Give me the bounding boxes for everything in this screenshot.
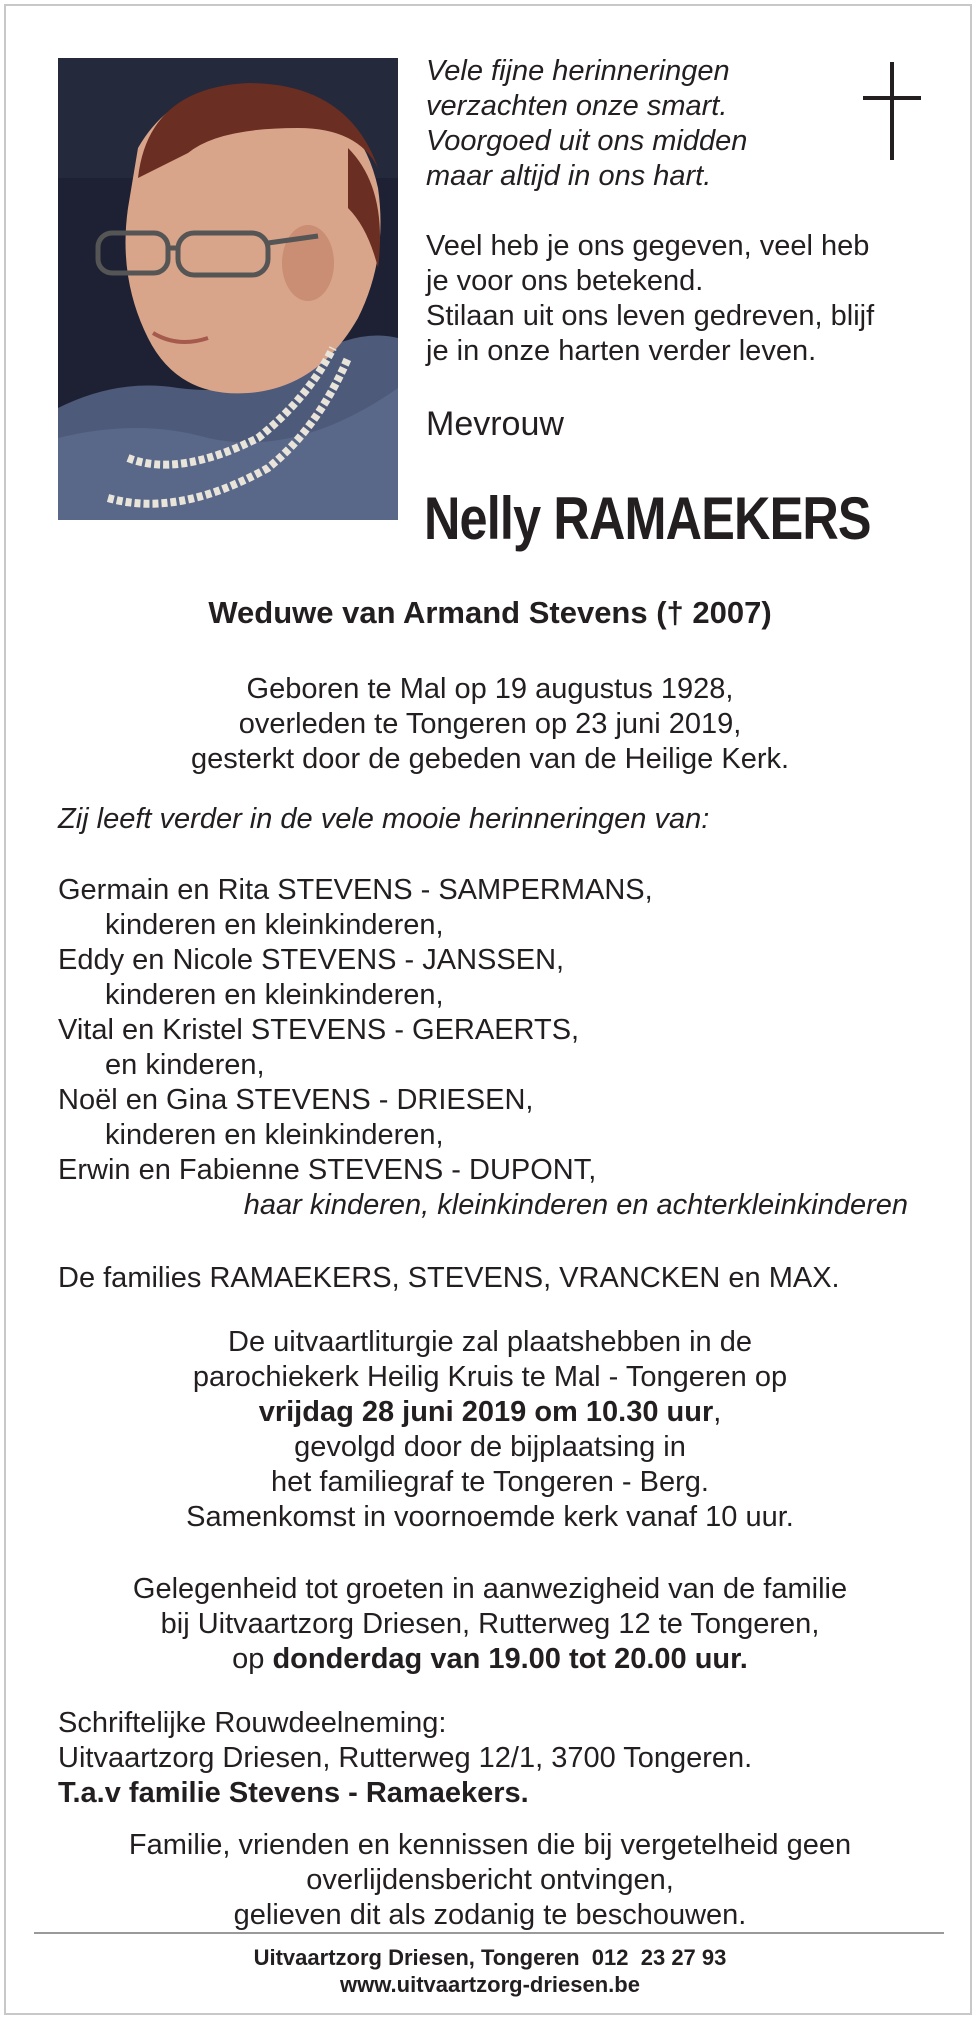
poem-regular <box>426 229 874 369</box>
condolence-block <box>58 1706 752 1811</box>
lives-on-intro: Zij leeft verder in de vele mooie herinneringen van: <box>58 803 710 835</box>
funeral-date: vrijdag 28 juni 2019 om 10.30 uur <box>258 1396 714 1428</box>
poem-line: Veel heb je ons gegeven, veel heb <box>426 230 870 262</box>
deceased-name: Nelly RAMAEKERS <box>424 485 871 552</box>
footer-company: Uitvaartzorg Driesen, Tongeren 012 23 27 93 <box>253 1945 727 1970</box>
poem-line: maar altijd in ons hart. <box>426 160 712 192</box>
poem-line: Stilaan uit ons leven gedreven, blijf <box>426 300 875 332</box>
family-descendants: en kinderen, <box>105 1049 265 1081</box>
poem-line: Vele fijne herinneringen <box>426 55 730 87</box>
portrait-photo <box>58 58 398 520</box>
funeral-date-line: vrijdag 28 juni 2019 om 10.30 uur, <box>258 1396 722 1428</box>
visitation-block <box>0 1572 980 1677</box>
poem-line: Voorgoed uit ons midden <box>426 125 748 157</box>
poem-line: je voor ons betekend. <box>426 265 704 297</box>
condolence-address: Uitvaartzorg Driesen, Rutterweg 12/1, 3700 Tongeren. <box>58 1742 753 1774</box>
footer-divider <box>34 1932 944 1934</box>
poem-italic <box>426 54 747 194</box>
family-list <box>58 873 938 1223</box>
family-couple: Germain en Rita STEVENS - SAMPERMANS, <box>58 874 653 906</box>
family-couple: Eddy en Nicole STEVENS - JANSSEN, <box>58 944 565 976</box>
funeral-line: De uitvaartliturgie zal plaatshebben in de <box>228 1326 752 1358</box>
visit-time: donderdag van 19.00 tot 20.00 uur. <box>272 1643 748 1675</box>
family-couple: Noël en Gina STEVENS - DRIESEN, <box>58 1084 534 1116</box>
birth-death-block <box>0 672 980 777</box>
poem-line: je in onze harten verder leven. <box>426 335 817 367</box>
family-descendants: kinderen en kleinkinderen, <box>105 979 444 1011</box>
honorific: Mevrouw <box>426 405 564 443</box>
birth-line: Geboren te Mal op 19 augustus 1928, <box>246 673 734 705</box>
visit-line: Gelegenheid tot groeten in aanwezigheid van de familie <box>132 1573 848 1605</box>
sacrament-line: gesterkt door de gebeden van de Heilige Kerk. <box>190 743 790 775</box>
funeral-line: het familiegraf te Tongeren - Berg. <box>271 1466 709 1498</box>
latin-cross-icon <box>863 62 921 160</box>
death-line: overleden te Tongeren op 23 juni 2019, <box>238 708 742 740</box>
widow-line: Weduwe van Armand Stevens († 2007) <box>208 595 772 630</box>
poem-line: verzachten onze smart. <box>426 90 728 122</box>
footer <box>0 1944 980 1998</box>
family-closing: haar kinderen, kleinkinderen en achterkleinkinderen <box>243 1189 908 1221</box>
family-couple: Vital en Kristel STEVENS - GERAERTS, <box>58 1014 580 1046</box>
notice-line: Familie, vrienden en kennissen die bij vergetelheid geen <box>128 1829 852 1861</box>
extended-families: De families RAMAEKERS, STEVENS, VRANCKEN en MAX. <box>58 1262 840 1294</box>
footer-website: www.uitvaartzorg-driesen.be <box>340 1972 640 1997</box>
family-descendants: kinderen en kleinkinderen, <box>105 1119 444 1151</box>
visit-time-line: op donderdag van 19.00 tot 20.00 uur. <box>232 1643 748 1675</box>
funeral-line: parochiekerk Heilig Kruis te Mal - Tongeren op <box>192 1361 788 1393</box>
notice-line: overlijdensbericht ontvingen, <box>306 1864 674 1896</box>
notice-line: gelieven dit als zodanig te beschouwen. <box>233 1899 747 1931</box>
funeral-block <box>0 1325 980 1535</box>
family-descendants: kinderen en kleinkinderen, <box>105 909 444 941</box>
condolence-attention: T.a.v familie Stevens - Ramaekers. <box>58 1777 529 1809</box>
visit-line: bij Uitvaartzorg Driesen, Rutterweg 12 te Tongeren, <box>160 1608 820 1640</box>
family-couple: Erwin en Fabienne STEVENS - DUPONT, <box>58 1154 597 1186</box>
notice-block <box>0 1828 980 1933</box>
condolence-label: Schriftelijke Rouwdeelneming: <box>58 1707 447 1739</box>
funeral-line: gevolgd door de bijplaatsing in <box>294 1431 686 1463</box>
funeral-line: Samenkomst in voornoemde kerk vanaf 10 uur. <box>186 1501 794 1533</box>
